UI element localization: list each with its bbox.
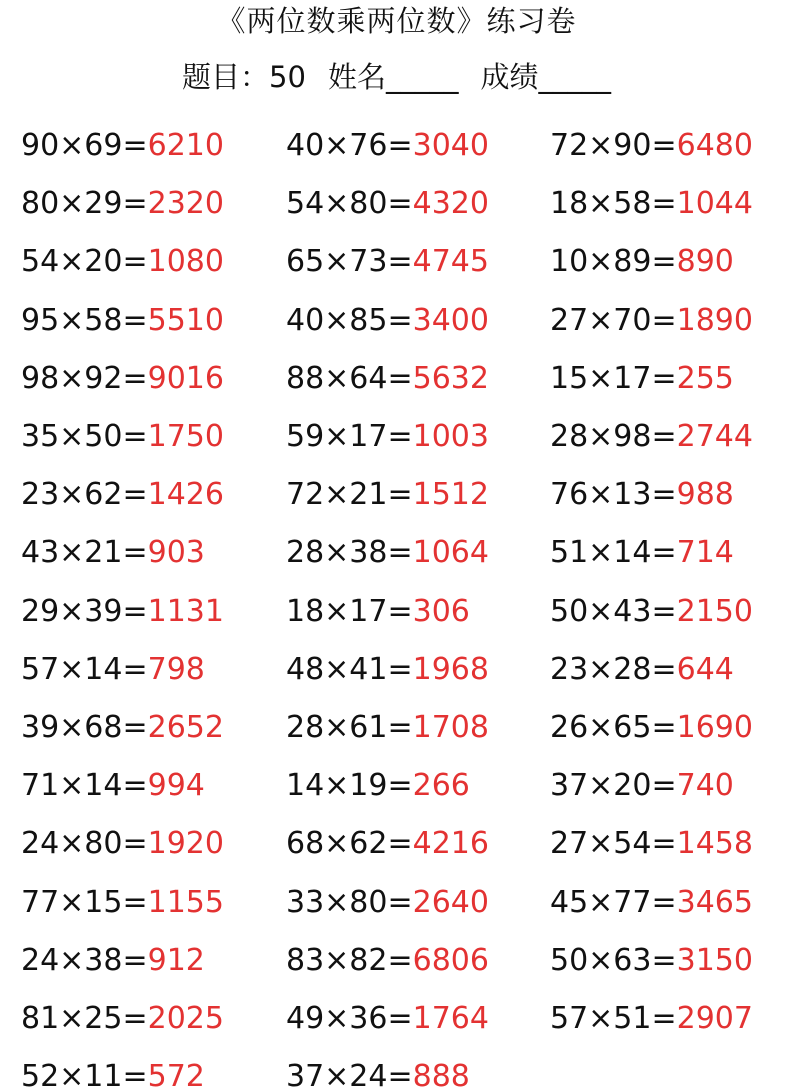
problem-expression: 88×64= — [286, 360, 413, 396]
problem-answer: 306 — [412, 593, 470, 629]
problem-expression: 24×38= — [21, 942, 148, 978]
problem-item — [286, 469, 489, 521]
problem-row — [21, 178, 793, 230]
problem-row — [21, 935, 793, 987]
problem-expression: 28×38= — [286, 535, 413, 571]
problem-row — [21, 702, 793, 754]
problem-answer: 1764 — [412, 1001, 489, 1036]
problem-item — [21, 644, 205, 696]
problem-item — [286, 178, 489, 230]
problem-answer: 1512 — [412, 477, 489, 513]
problem-answer: 1426 — [147, 477, 224, 513]
problem-row — [21, 527, 793, 579]
problem-answer: 4745 — [412, 244, 489, 280]
problem-row — [21, 120, 793, 172]
problem-answer: 255 — [676, 360, 734, 396]
problem-answer: 2025 — [147, 1001, 224, 1036]
problem-row — [21, 993, 793, 1045]
problem-item — [21, 818, 224, 870]
problem-item — [286, 644, 489, 696]
problem-answer: 2150 — [676, 593, 753, 629]
problem-item — [286, 236, 489, 288]
problem-item — [286, 353, 489, 405]
problem-answer: 912 — [147, 942, 205, 978]
problem-item — [550, 236, 734, 288]
problem-item — [550, 877, 753, 929]
worksheet-info-line — [0, 58, 793, 96]
problem-answer: 888 — [412, 1059, 470, 1088]
problem-answer: 1920 — [147, 826, 224, 862]
problem-expression: 83×82= — [286, 942, 413, 978]
problem-answer: 1131 — [147, 593, 224, 629]
problem-expression: 35×50= — [21, 419, 148, 454]
problem-answer: 572 — [147, 1059, 205, 1088]
problem-item — [286, 818, 489, 870]
problem-expression: 10×89= — [550, 244, 677, 280]
problem-answer: 2744 — [676, 419, 753, 454]
problem-row — [21, 586, 793, 638]
problem-expression: 24×80= — [21, 826, 148, 862]
problem-item — [550, 411, 753, 463]
problem-item — [21, 877, 224, 929]
problem-answer: 266 — [412, 768, 470, 804]
worksheet-title: 《两位数乘两位数》练习卷 — [216, 4, 577, 38]
problem-answer: 2320 — [147, 186, 224, 222]
problem-expression: 77×15= — [21, 884, 148, 920]
problem-item — [21, 411, 224, 463]
problem-item — [550, 644, 734, 696]
problem-answer: 1750 — [147, 419, 224, 454]
problem-expression: 45×77= — [550, 884, 677, 920]
problem-item — [550, 935, 753, 987]
problem-expression: 65×73= — [286, 244, 413, 280]
problem-item — [286, 760, 470, 812]
problem-row — [21, 1051, 793, 1088]
problem-item — [21, 760, 205, 812]
problem-expression: 43×21= — [21, 535, 148, 571]
problem-item — [286, 935, 489, 987]
problem-answer: 3465 — [676, 884, 753, 920]
problem-answer: 1968 — [412, 651, 489, 687]
problem-expression: 72×21= — [286, 477, 413, 513]
problem-expression: 59×17= — [286, 419, 413, 454]
problem-expression: 15×17= — [550, 360, 677, 396]
problem-item — [550, 527, 734, 579]
problem-answer: 6806 — [412, 942, 489, 978]
problem-answer: 3040 — [412, 128, 489, 163]
problem-expression: 33×80= — [286, 884, 413, 920]
score-field-label: 成绩_____ — [480, 60, 611, 94]
problem-answer: 3150 — [676, 942, 753, 978]
problem-item — [286, 586, 470, 638]
problem-expression: 27×54= — [550, 826, 677, 862]
problem-item — [550, 353, 734, 405]
problem-answer: 2640 — [412, 884, 489, 920]
problem-item — [21, 353, 224, 405]
problem-answer: 644 — [676, 651, 734, 687]
problem-item — [21, 120, 224, 172]
problem-expression: 48×41= — [286, 651, 413, 687]
problem-answer: 4320 — [412, 186, 489, 222]
problem-expression: 49×36= — [286, 1001, 413, 1036]
problem-expression: 76×13= — [550, 477, 677, 513]
problem-row — [21, 818, 793, 870]
problem-expression: 54×80= — [286, 186, 413, 222]
problem-answer: 1064 — [412, 535, 489, 571]
problem-item — [550, 295, 753, 347]
problem-row — [21, 236, 793, 288]
problem-item — [286, 120, 489, 172]
problem-expression: 37×24= — [286, 1059, 413, 1088]
problem-item — [550, 586, 753, 638]
problem-expression: 37×20= — [550, 768, 677, 804]
problem-expression: 71×14= — [21, 768, 148, 804]
problem-answer: 2907 — [676, 1001, 753, 1036]
problem-expression: 40×76= — [286, 128, 413, 163]
problem-item — [550, 818, 753, 870]
problem-expression: 98×92= — [21, 360, 148, 396]
problem-expression: 39×68= — [21, 710, 148, 745]
problem-item — [286, 993, 489, 1045]
problem-expression: 95×58= — [21, 302, 148, 338]
problem-answer: 3400 — [412, 302, 489, 338]
problem-answer: 1890 — [676, 302, 753, 338]
problem-item — [21, 527, 205, 579]
problem-item — [550, 760, 734, 812]
problem-answer: 1708 — [412, 710, 489, 745]
problem-expression: 72×90= — [550, 128, 677, 163]
problem-item — [21, 469, 224, 521]
problem-item — [21, 295, 224, 347]
problem-grid — [21, 120, 793, 1088]
problem-row — [21, 760, 793, 812]
problem-expression: 50×43= — [550, 593, 677, 629]
problem-item — [21, 1051, 205, 1088]
problem-expression: 40×85= — [286, 302, 413, 338]
problem-expression: 27×70= — [550, 302, 677, 338]
problem-expression: 52×11= — [21, 1059, 148, 1088]
problem-expression: 18×17= — [286, 593, 413, 629]
problem-expression: 81×25= — [21, 1001, 148, 1036]
problem-row — [21, 295, 793, 347]
problem-item — [21, 178, 224, 230]
problem-answer: 1080 — [147, 244, 224, 280]
problem-row — [21, 353, 793, 405]
problem-expression: 29×39= — [21, 593, 148, 629]
problem-item — [550, 469, 734, 521]
problem-item — [21, 236, 224, 288]
problem-answer: 1044 — [676, 186, 753, 222]
problem-expression: 57×14= — [21, 651, 148, 687]
problem-answer: 1458 — [676, 826, 753, 862]
problem-answer: 1003 — [412, 419, 489, 454]
problem-row — [21, 411, 793, 463]
problem-item — [21, 993, 224, 1045]
problem-answer: 1690 — [676, 710, 753, 745]
problem-item — [286, 295, 489, 347]
problem-item — [550, 702, 753, 754]
problem-item — [286, 411, 489, 463]
problem-answer: 890 — [676, 244, 734, 280]
problem-row — [21, 644, 793, 696]
problem-row — [21, 877, 793, 929]
problem-answer: 994 — [147, 768, 205, 804]
problem-answer: 2652 — [147, 710, 224, 745]
problem-item — [286, 877, 489, 929]
problem-expression: 57×51= — [550, 1001, 677, 1036]
problem-item — [286, 527, 489, 579]
problem-answer: 988 — [676, 477, 734, 513]
problem-expression: 50×63= — [550, 942, 677, 978]
question-count-label: 题目：50 — [182, 60, 306, 94]
name-field-label: 姓名_____ — [327, 60, 459, 94]
problem-expression: 90×69= — [21, 128, 148, 163]
problem-expression: 18×58= — [550, 186, 677, 222]
problem-item — [550, 993, 753, 1045]
problem-row — [21, 469, 793, 521]
problem-answer: 6480 — [676, 128, 753, 163]
problem-answer: 798 — [147, 651, 205, 687]
problem-item — [21, 935, 205, 987]
problem-item — [286, 702, 489, 754]
problem-expression: 68×62= — [286, 826, 413, 862]
problem-expression: 28×98= — [550, 419, 677, 454]
problem-expression: 14×19= — [286, 768, 413, 804]
problem-item — [286, 1051, 470, 1088]
problem-item — [550, 178, 753, 230]
problem-expression: 54×20= — [21, 244, 148, 280]
problem-answer: 9016 — [147, 360, 224, 396]
problem-expression: 23×62= — [21, 477, 148, 513]
problem-item — [21, 586, 224, 638]
problem-answer: 6210 — [147, 128, 224, 163]
problem-answer: 903 — [147, 535, 205, 571]
problem-answer: 1155 — [147, 884, 224, 920]
problem-expression: 28×61= — [286, 710, 413, 745]
problem-answer: 5632 — [412, 360, 489, 396]
problem-item — [550, 120, 753, 172]
problem-answer: 714 — [676, 535, 734, 571]
problem-item — [21, 702, 224, 754]
problem-expression: 26×65= — [550, 710, 677, 745]
problem-expression: 23×28= — [550, 651, 677, 687]
problem-expression: 51×14= — [550, 535, 677, 571]
problem-answer: 5510 — [147, 302, 224, 338]
problem-expression: 80×29= — [21, 186, 148, 222]
problem-answer: 4216 — [412, 826, 489, 862]
problem-answer: 740 — [676, 768, 734, 804]
